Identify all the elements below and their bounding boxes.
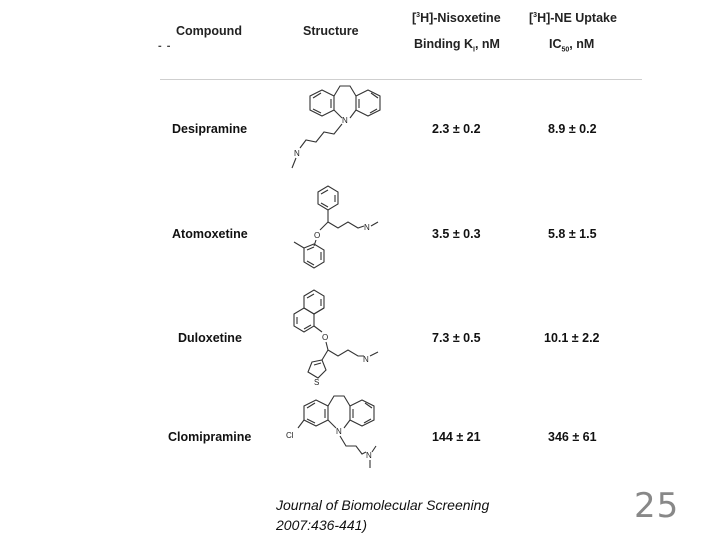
header-binding-text: H]-Nisoxetine <box>420 11 501 25</box>
row-duloxetine-uptake: 10.1 ± 2.2 <box>544 331 600 345</box>
header-binding-sup: 3 <box>416 11 421 19</box>
header-uptake-sub: 50 <box>561 46 570 54</box>
header-binding-k: Binding K <box>414 37 474 51</box>
header-binding-unit: , nM <box>474 37 500 51</box>
clomipramine-structure <box>284 392 376 472</box>
desipramine-nh-label: N <box>294 149 300 158</box>
clomipramine-cl-label: Cl <box>286 431 294 440</box>
page-number: 25 <box>634 486 680 526</box>
header-uptake-ic: IC <box>549 37 562 51</box>
clomipramine-nme-label: N <box>366 451 372 460</box>
citation-line2: 2007:436-441) <box>276 517 368 533</box>
atomoxetine-n-label: N <box>364 223 370 232</box>
header-binding-line1: [$^3$H]-Nisoxetine <box>412 11 501 25</box>
header-compound: Compound <box>176 24 242 38</box>
row-desipramine-uptake: 8.9 ± 0.2 <box>548 122 597 136</box>
citation-line1: Journal of Biomolecular Screening <box>276 497 490 513</box>
header-binding-line2 <box>414 37 500 54</box>
duloxetine-n-label: N <box>363 355 369 364</box>
header-structure: Structure <box>303 24 359 38</box>
citation <box>276 495 489 535</box>
header-dash-mark: - - <box>158 40 172 52</box>
desipramine-n-label: N <box>342 116 348 125</box>
header-binding-sub: I <box>473 46 475 54</box>
header-uptake-sup: 3 <box>533 11 538 19</box>
row-atomoxetine-name: Atomoxetine <box>172 227 248 241</box>
row-desipramine-binding: 2.3 ± 0.2 <box>432 122 481 136</box>
header-uptake-line1: [$^3$H]-NE Uptake <box>529 11 617 25</box>
duloxetine-s-label: S <box>314 378 320 387</box>
row-clomipramine-uptake: 346 ± 61 <box>548 430 597 444</box>
row-clomipramine-binding: 144 ± 21 <box>432 430 481 444</box>
row-atomoxetine-binding: 3.5 ± 0.3 <box>432 227 481 241</box>
row-atomoxetine-uptake: 5.8 ± 1.5 <box>548 227 597 241</box>
row-desipramine-name: Desipramine <box>172 122 248 136</box>
row-duloxetine-name: Duloxetine <box>178 331 242 345</box>
clomipramine-n-label: N <box>336 427 342 436</box>
desipramine-structure <box>290 82 382 178</box>
header-uptake-text: H]-NE Uptake <box>537 11 617 25</box>
duloxetine-o-label: O <box>322 333 329 342</box>
header-uptake-line2 <box>549 37 594 54</box>
row-duloxetine-binding: 7.3 ± 0.5 <box>432 331 481 345</box>
header-divider <box>160 79 642 80</box>
atomoxetine-o-label: O <box>314 231 321 240</box>
atomoxetine-structure <box>290 186 382 278</box>
row-clomipramine-name: Clomipramine <box>168 430 252 444</box>
header-uptake-unit: , nM <box>569 37 595 51</box>
duloxetine-structure <box>284 290 384 386</box>
